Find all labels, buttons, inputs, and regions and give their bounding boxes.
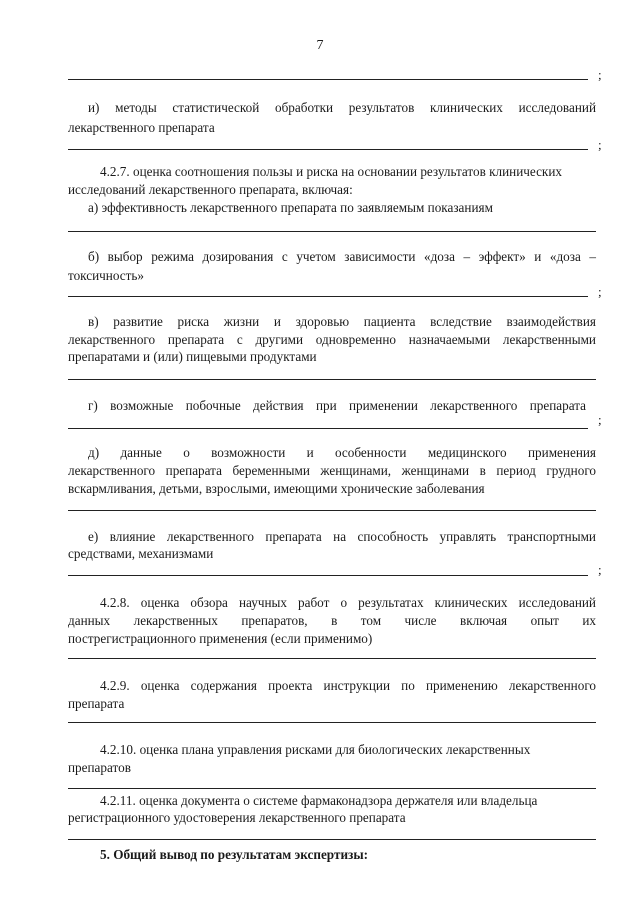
fill-line <box>68 79 588 80</box>
item-b-line1: б) выбор режима дозирования с учетом зависимости «доза – эффект» и «доза – <box>88 249 596 264</box>
page-number: 7 <box>316 38 324 53</box>
section-428-line1: 4.2.8. оценка обзора научных работ о результатах клинических исследований <box>100 595 596 610</box>
section-429-line1: 4.2.9. оценка содержания проекта инструкции по применению лекарственного <box>100 678 596 693</box>
item-v-line2: лекарственного препарата с другими одновременно назначаемыми лекарственными <box>68 332 596 347</box>
item-v-line3: препаратами и (или) пищевыми продуктами <box>68 349 317 364</box>
section-4211-line2: регистрационного удостоверения лекарственного препарата <box>68 810 406 825</box>
section-5-heading: 5. Общий вывод по результатам экспертизы: <box>100 847 369 862</box>
semicolon: ; <box>598 137 602 152</box>
item-d-line3: вскармливания, детьми, взрослыми, имеющими хронические заболевания <box>68 481 485 496</box>
item-a: а) эффективность лекарственного препарата по заявляемым показаниям <box>88 200 493 215</box>
section-428-line3: пострегистрационного применения (если применимо) <box>68 631 373 646</box>
item-e-line2: средствами, механизмами <box>68 546 214 561</box>
item-v-line1: в) развитие риска жизни и здоровью пациента вследствие взаимодействия <box>88 314 596 329</box>
item-d-line1: д) данные о возможности и особенности медицинского применения <box>88 445 596 460</box>
fill-line <box>68 428 588 429</box>
fill-line <box>68 510 596 511</box>
item-i-line1: и) методы статистической обработки результатов клинических исследований <box>88 100 596 115</box>
fill-line <box>68 296 588 297</box>
semicolon: ; <box>598 284 602 299</box>
section-428-line2: данных лекарственных препаратов, в том числе включая опыт их <box>68 613 596 628</box>
item-b-line2: токсичность» <box>68 268 145 283</box>
item-d-line2: лекарственного препарата беременными женщинами, женщинами в период грудного <box>68 463 596 478</box>
semicolon: ; <box>598 562 602 577</box>
section-4211-line1: 4.2.11. оценка документа о системе фармаконадзора держателя или владельца <box>100 793 538 808</box>
semicolon: ; <box>598 412 602 427</box>
item-g: г) возможные побочные действия при применении лекарственного препарата <box>88 398 586 413</box>
item-i-line2: лекарственного препарата <box>68 120 215 135</box>
section-427-line2: исследований лекарственного препарата, включая: <box>68 182 353 197</box>
fill-line <box>68 575 588 576</box>
fill-line <box>68 839 596 840</box>
fill-line <box>68 788 596 789</box>
fill-line <box>68 658 596 659</box>
item-e-line1: е) влияние лекарственного препарата на способность управлять транспортными <box>88 529 596 544</box>
semicolon: ; <box>598 67 602 82</box>
section-4210-line2: препаратов <box>68 760 131 775</box>
section-427-line1: 4.2.7. оценка соотношения пользы и риска на основании результатов клинических <box>100 164 562 179</box>
fill-line <box>68 379 596 380</box>
fill-line <box>68 149 588 150</box>
section-429-line2: препарата <box>68 696 125 711</box>
section-4210-line1: 4.2.10. оценка плана управления рисками для биологических лекарственных <box>100 742 531 757</box>
fill-line <box>68 722 596 723</box>
fill-line <box>68 231 596 232</box>
